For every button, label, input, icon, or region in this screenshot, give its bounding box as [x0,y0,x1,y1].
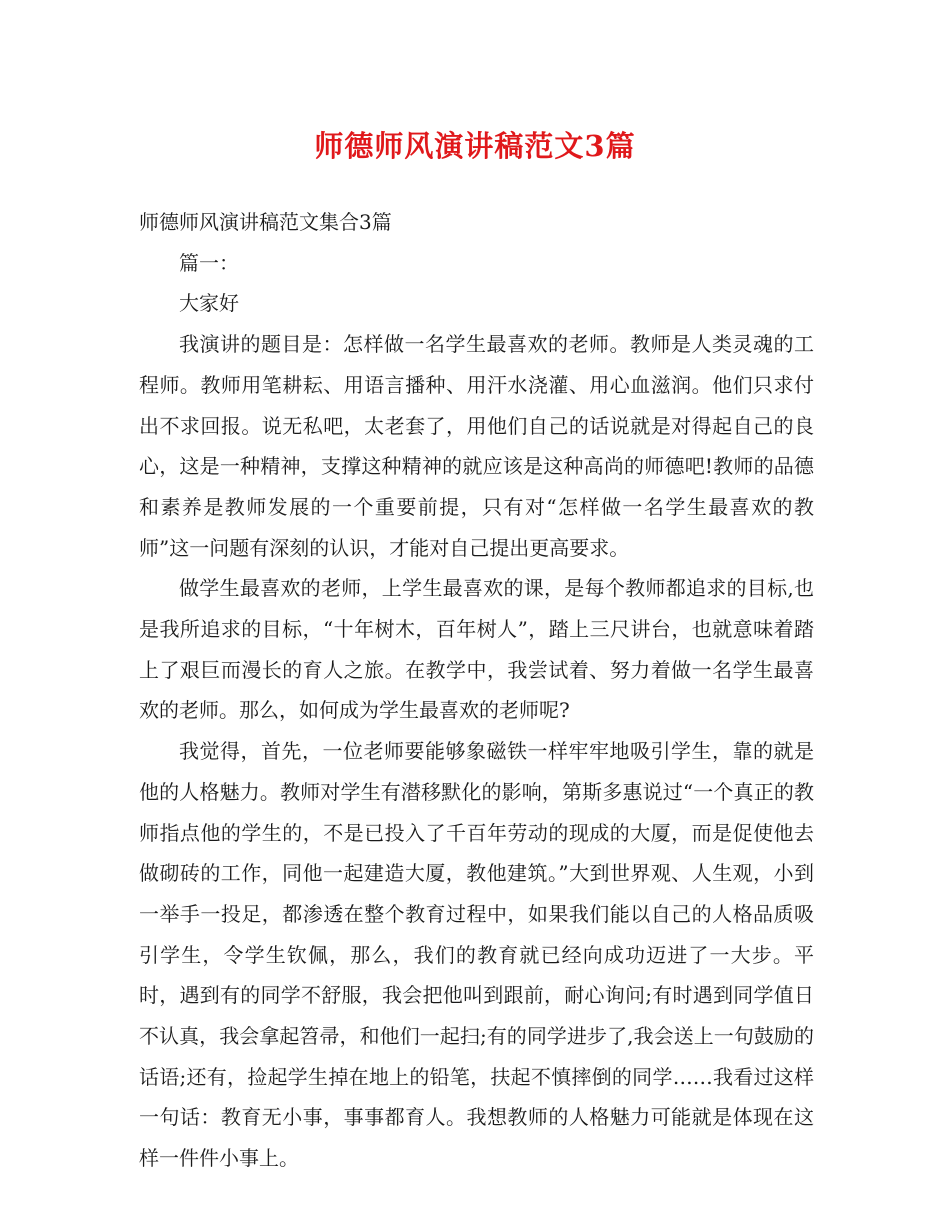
greeting: 大家好 [179,291,239,316]
document-title: 师德师风演讲稿范文3篇 [314,129,636,163]
paragraph-1: 我演讲的题目是：怎样做一名学生最喜欢的老师。教师是人类灵魂的工程师。教师用笔耕耘、用语言播种、用汗水浇灌、用心血滋润。他们只求付出不求回报。说无私吧，太老套了，用他们自己的话说就是对得起自己的良心，这是一种精神，支撑这种精神的就应该是这种高尚的师德吧!教师的品德和素养是教师发展的一个重要前提，只有对“怎样做一名学生最喜欢的教师”这一问题有深刻的认识，才能对自己提出更高要求。 [139,332,814,560]
document-body [139,202,814,1179]
paragraph-3: 我觉得，首先，一位老师要能够象磁铁一样牢牢地吸引学生，靠的就是他的人格魅力。教师对学生有潜移默化的影响，第斯多惠说过“一个真正的教师指点他的学生的，不是已投入了千百年劳动的现成的大厦，而是促使他去做砌砖的工作，同他一起建造大厦，教他建筑。”大到世界观、人生观，小到一举手一投足，都渗透在整个教育过程中，如果我们能以自己的人格品质吸引学生，令学生钦佩，那么，我们的教育就已经向成功迈进了一大步。平时，遇到有的同学不舒服，我会把他叫到跟前，耐心询问;有时遇到同学值日不认真，我会拿起笤帚，和他们一起扫;有的同学进步了,我会送上一句鼓励的话语;还有，捡起学生掉在地上的铅笔，扶起不慎摔倒的同学……我看过这样一句话：教育无小事，事事都育人。我想教师的人格魅力可能就是体现在这样一件件小事上。 [139,739,814,1171]
paragraph-2: 做学生最喜欢的老师，上学生最喜欢的课，是每个教师都追求的目标,也是我所追求的目标，“十年树木，百年树人”，踏上三尺讲台，也就意味着踏上了艰巨而漫长的育人之旅。在教学中，我尝试着、努力着做一名学生最喜欢的老师。那么，如何成为学生最喜欢的老师呢? [139,576,814,723]
document-subtitle: 师德师风演讲稿范文集合3篇 [139,210,392,234]
section-label: 篇一： [179,250,239,275]
